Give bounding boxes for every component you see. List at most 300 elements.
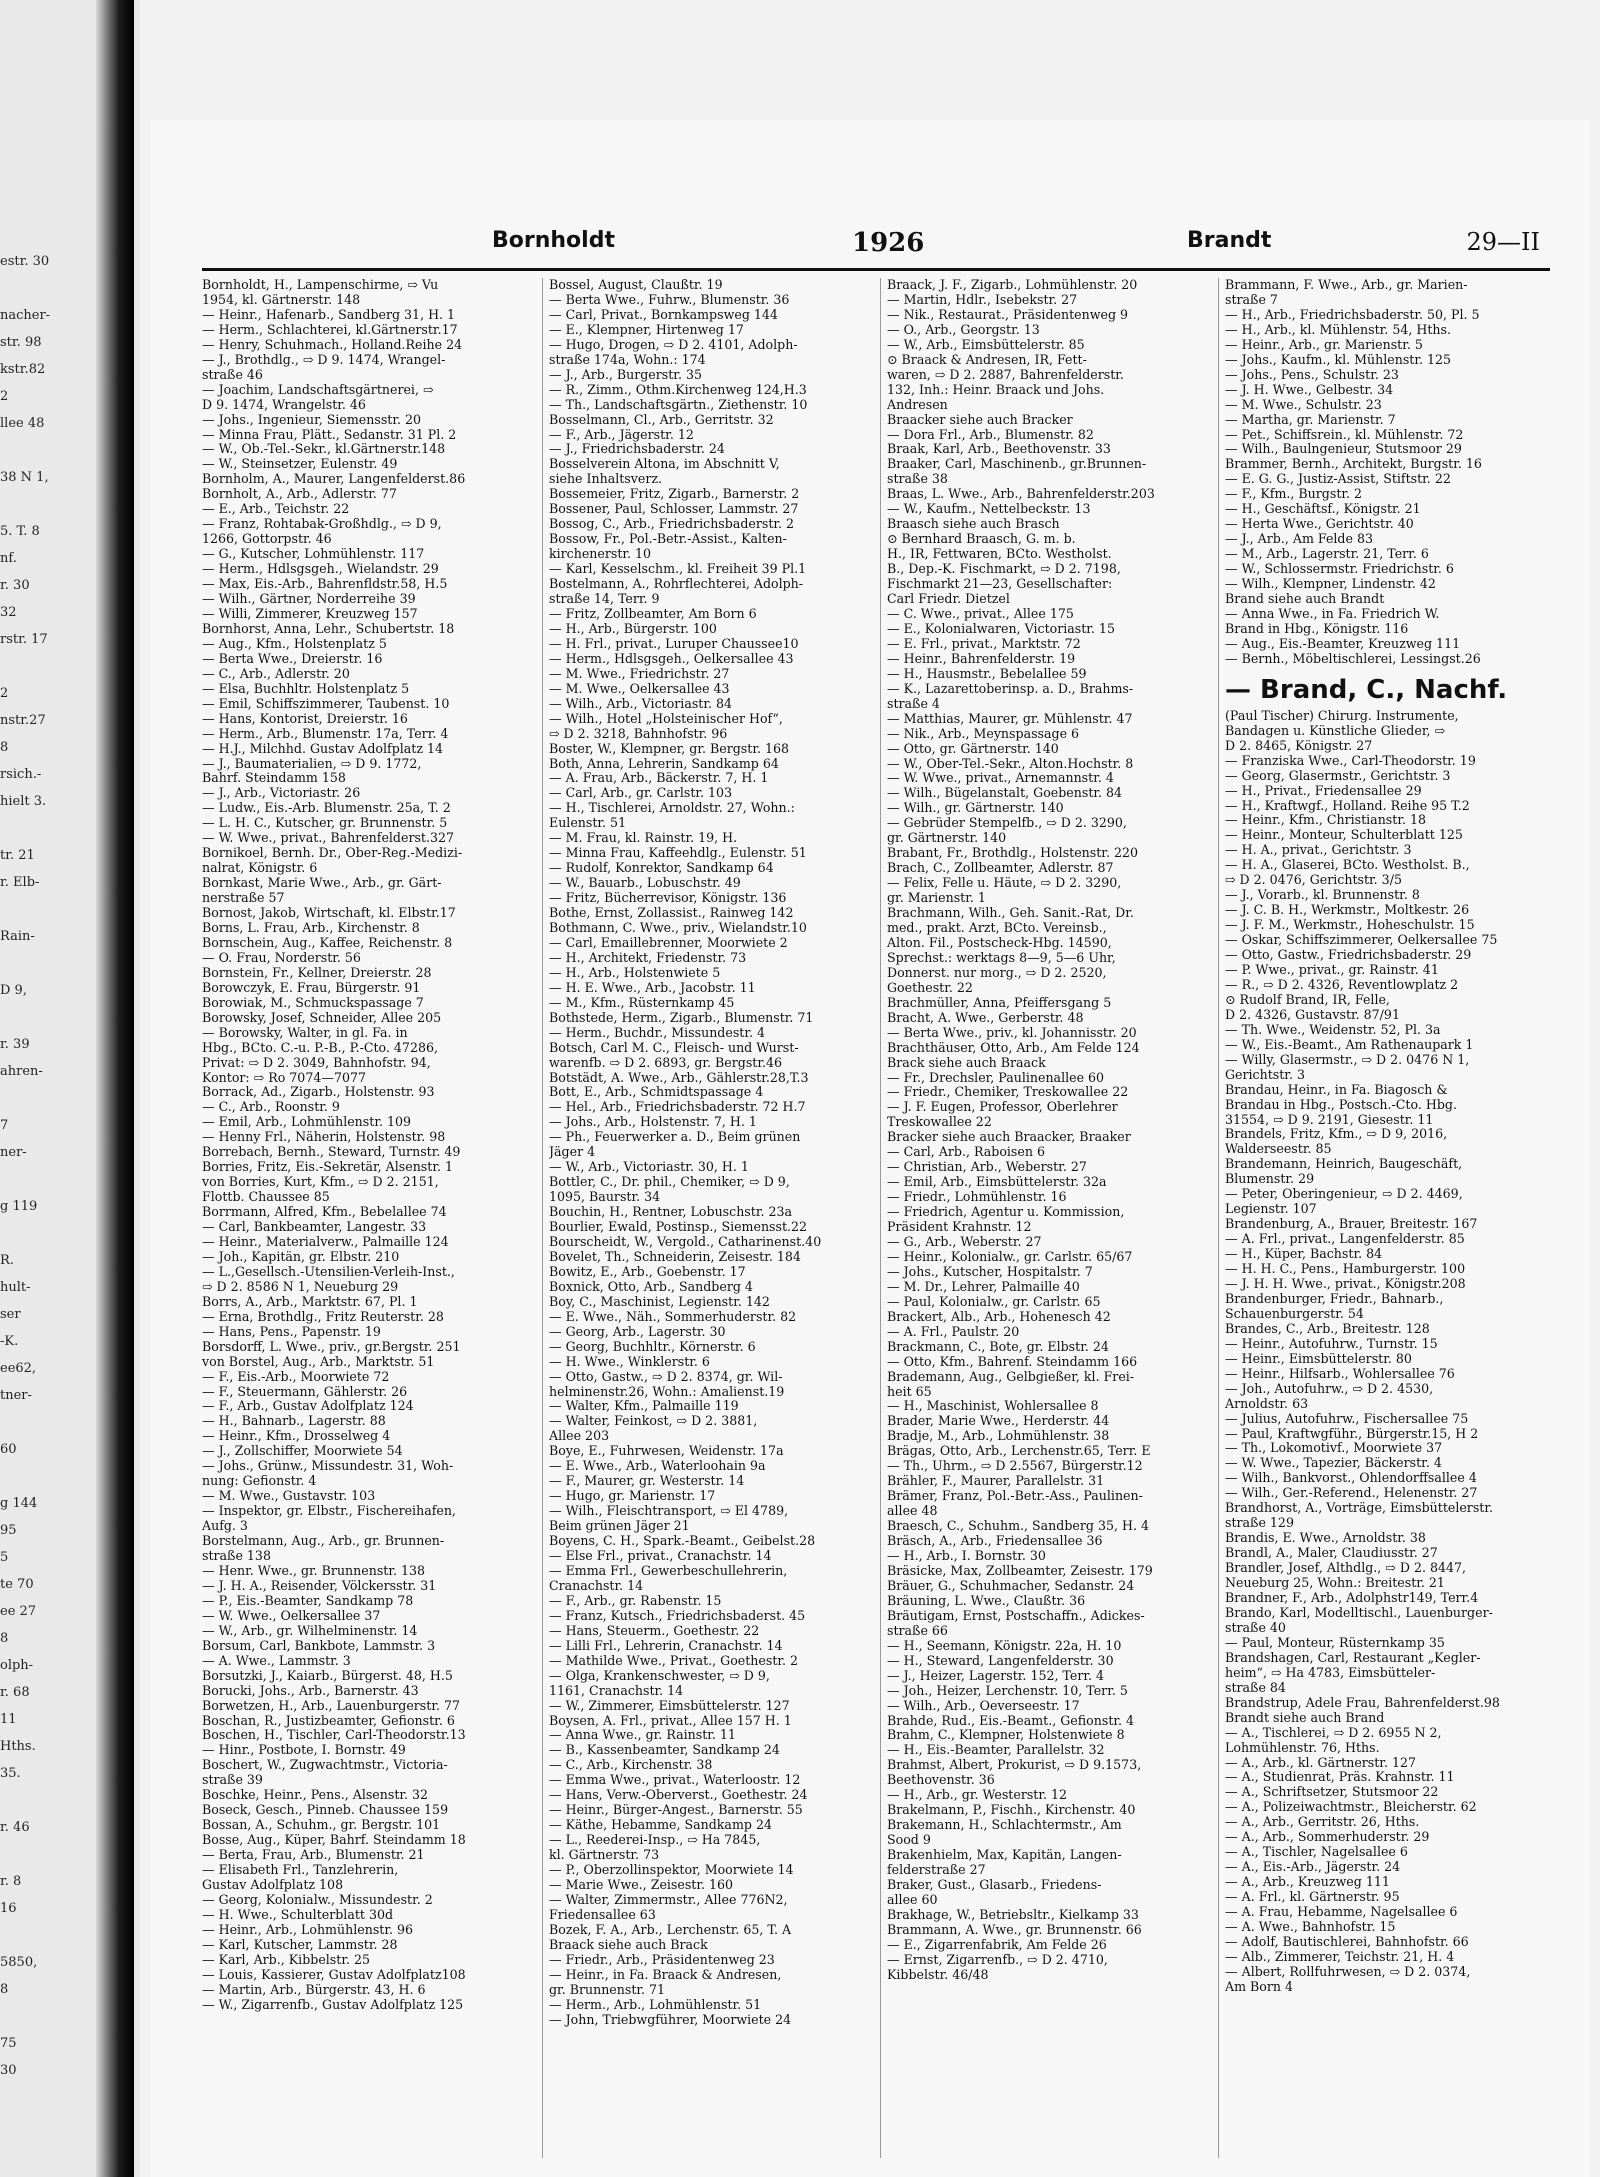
directory-entry: — Heinr., Arb., gr. Marienstr. 5 <box>1225 337 1423 352</box>
gutter-line <box>0 1463 60 1490</box>
directory-entry: Bossow, Fr., Pol.-Betr.-Assist., Kalten- <box>549 532 787 547</box>
directory-entry: — Borowsky, Walter, in gl. Fa. in <box>202 1025 408 1040</box>
directory-entry: — H., Architekt, Friedenstr. 73 <box>549 950 747 965</box>
directory-entry: — M., Kfm., Rüsternkamp 45 <box>549 995 735 1010</box>
directory-entry: Bornholdt, H., Lampenschirme, ⇨ Vu <box>202 278 439 292</box>
gutter-line: te 70 <box>0 1577 34 1592</box>
directory-entry: Braak, Karl, Arb., Beethovenstr. 33 <box>887 442 1111 457</box>
directory-entry: felderstraße 27 <box>887 1863 986 1878</box>
directory-entry: allee 60 <box>887 1892 938 1907</box>
gutter-line: kstr.82 <box>0 362 46 377</box>
directory-entry: — F., Arb., Gustav Adolfplatz 124 <box>202 1399 414 1414</box>
directory-entry: Kontor: ⇨ Ro 7074—7077 <box>202 1070 366 1085</box>
directory-entry: Braack, J. F., Zigarb., Lohmühlenstr. 20 <box>887 278 1138 292</box>
gutter-line <box>0 815 60 842</box>
directory-entry: straße 38 <box>887 472 948 487</box>
directory-entry: Brahmst, Albert, Prokurist, ⇨ D 9.1573, <box>887 1758 1142 1773</box>
gutter-line: r. 8 <box>0 1874 22 1889</box>
directory-entry: — Joh., Autofuhrw., ⇨ D 2. 4530, <box>1225 1381 1434 1396</box>
directory-entry: — M. Frau, kl. Rainstr. 19, H. <box>549 831 738 846</box>
directory-entry: Bozek, F. A., Arb., Lerchenstr. 65, T. A <box>549 1922 792 1937</box>
directory-entry: — J., Arb., Am Felde 83 <box>1225 532 1373 547</box>
directory-entry: Brandenburger, Friedr., Bahnarb., <box>1225 1291 1444 1306</box>
directory-entry: — Johs., Ingenieur, Siemensstr. 20 <box>202 412 422 427</box>
directory-entry: Bräuer, G., Schuhmacher, Sedanstr. 24 <box>887 1578 1135 1593</box>
directory-entry: — Heinr., Arb., Lohmühlenstr. 96 <box>202 1922 414 1937</box>
directory-entry: Schauenburgerstr. 54 <box>1225 1306 1364 1321</box>
directory-entry: med., prakt. Arzt, BCto. Vereinsb., <box>887 920 1107 935</box>
header-left-keyword: Bornholdt <box>492 228 615 253</box>
directory-entry: — W., Steinsetzer, Eulenstr. 49 <box>202 457 398 472</box>
directory-entry: — Emil, Arb., Eimsbüttelerstr. 32a <box>887 1175 1107 1190</box>
directory-entry: Flottb. Chaussee 85 <box>202 1190 330 1205</box>
directory-entry: Bornschein, Aug., Kaffee, Reichenstr. 8 <box>202 935 453 950</box>
directory-entry: gr. Brunnenstr. 71 <box>549 1982 666 1997</box>
column-4 <box>1218 278 1555 2158</box>
directory-entry: Eulenstr. 51 <box>549 816 627 831</box>
directory-entry: Borsdorff, L. Wwe., priv., gr.Bergstr. 251 <box>202 1339 461 1354</box>
directory-entry: — A. Frl., privat., Langenfelderstr. 85 <box>1225 1232 1465 1247</box>
directory-entry: — L. H. C., Kutscher, gr. Brunnenstr. 5 <box>202 816 448 831</box>
gutter-line: ee62, <box>0 1361 37 1376</box>
directory-entry: — H., Maschinist, Wohlersallee 8 <box>887 1399 1099 1414</box>
directory-entry: — Henry, Schuhmach., Holland.Reihe 24 <box>202 337 463 352</box>
gutter-text <box>0 248 60 2084</box>
directory-entry: — H., Seemann, Königstr. 22a, H. 10 <box>887 1638 1122 1653</box>
gutter-line: nf. <box>0 551 17 566</box>
directory-entry: heit 65 <box>887 1384 932 1399</box>
directory-entry: — B., Kassenbeamter, Sandkamp 24 <box>549 1743 780 1758</box>
directory-entry: — Herm., Arb., Lohmühlenstr. 51 <box>549 1997 762 2012</box>
directory-entry: straße 39 <box>202 1773 263 1788</box>
directory-entry: — Ludw., Eis.-Arb. Blumenstr. 25a, T. 2 <box>202 801 451 816</box>
directory-entry: — Otto, Kfm., Bahrenf. Steindamm 166 <box>887 1354 1138 1369</box>
directory-entry: Bowitz, E., Arb., Goebenstr. 17 <box>549 1264 746 1279</box>
directory-entry: — Oskar, Schiffszimmerer, Oelkersallee 75 <box>1225 933 1498 948</box>
directory-entry: — Hinr., Postbote, I. Bornstr. 49 <box>202 1743 406 1758</box>
directory-entry: — H., Arb., Friedrichsbaderstr. 50, Pl. 5 <box>1225 307 1480 322</box>
directory-entry: — Emil, Arb., Lohmühlenstr. 109 <box>202 1115 411 1130</box>
directory-entry: — E., Klempner, Hirtenweg 17 <box>549 322 744 337</box>
gutter-line: ser <box>0 1307 21 1322</box>
directory-entry: — Wilh., Arb., Victoriastr. 84 <box>549 696 733 711</box>
directory-entry: Brack siehe auch Braack <box>887 1055 1046 1070</box>
directory-entry: — Pet., Schiffsrein., kl. Mühlenstr. 72 <box>1225 427 1464 442</box>
directory-entry: Bracker siehe auch Braacker, Braaker <box>887 1130 1131 1145</box>
directory-entry: Both, Anna, Lehrerin, Sandkamp 64 <box>549 756 779 771</box>
directory-entry: Brämer, Franz, Pol.-Betr.-Ass., Paulinen- <box>887 1489 1143 1504</box>
gutter-line: Rain- <box>0 929 35 944</box>
directory-entry: — Carl, Arb., gr. Carlstr. 103 <box>549 786 733 801</box>
directory-entry: — H. Wwe., Schulterblatt 30d <box>202 1907 394 1922</box>
directory-entry: Borwetzen, H., Arb., Lauenburgerstr. 77 <box>202 1698 460 1713</box>
directory-entry: — O. Frau, Norderstr. 56 <box>202 950 361 965</box>
directory-entry: Bornhorst, Anna, Lehr., Schubertstr. 18 <box>202 621 455 636</box>
page-number: 29—II <box>1466 228 1540 256</box>
directory-entry: — A. Frau, Arb., Bäckerstr. 7, H. 1 <box>549 771 769 786</box>
directory-entry: — Wilh., Baulngenieur, Stutsmoor 29 <box>1225 442 1462 457</box>
gutter-line: 60 <box>0 1442 17 1457</box>
gutter-line: 2 <box>0 686 9 701</box>
directory-entry: — W. Wwe., Tapezier, Bäckerstr. 4 <box>1225 1456 1442 1471</box>
directory-entry: — A., Arb., Gerritstr. 26, Hths. <box>1225 1815 1420 1830</box>
directory-entry: Sprechst.: werktags 8—9, 5—6 Uhr, <box>887 950 1116 965</box>
directory-entry: — Willi, Zimmerer, Kreuzweg 157 <box>202 606 418 621</box>
directory-entry: Brandis, E. Wwe., Arnoldstr. 38 <box>1225 1531 1426 1546</box>
directory-entry: — L., Reederei-Insp., ⇨ Ha 7845, <box>549 1833 761 1848</box>
directory-entry: — A. Wwe., Bahnhofstr. 15 <box>1225 1919 1396 1934</box>
directory-entry: Boschen, H., Tischler, Carl-Theodorstr.13 <box>202 1728 466 1743</box>
gutter-line <box>0 1085 60 1112</box>
directory-entry: — Johs., Pens., Schulstr. 23 <box>1225 367 1399 382</box>
directory-entry: Borsum, Carl, Bankbote, Lammstr. 3 <box>202 1638 436 1653</box>
directory-entry: — Ph., Feuerwerker a. D., Beim grünen <box>549 1130 801 1145</box>
directory-entry: — Erna, Brothdlg., Fritz Reuterstr. 28 <box>202 1309 444 1324</box>
directory-entry: Bradje, M., Arb., Lohmühlenstr. 38 <box>887 1429 1110 1444</box>
directory-entry: Brando, Karl, Modelltischl., Lauenburger- <box>1225 1605 1493 1620</box>
directory-entry: Brandels, Fritz, Kfm., ⇨ D 9, 2016, <box>1225 1127 1448 1142</box>
directory-entry: — Emil, Schiffszimmerer, Taubenst. 10 <box>202 696 450 711</box>
column-1 <box>202 278 532 2158</box>
gutter-line: 8 <box>0 1631 9 1646</box>
directory-entry: — Heinr., in Fa. Braack & Andresen, <box>549 1967 782 1982</box>
directory-entry: Brackert, Alb., Arb., Hohenesch 42 <box>887 1309 1111 1324</box>
directory-entry: — A., Polizeiwachtmstr., Bleicherstr. 62 <box>1225 1800 1477 1815</box>
directory-entry: Goethestr. 22 <box>887 980 973 995</box>
directory-entry: Borsutzki, J., Kaiarb., Bürgerst. 48, H.5 <box>202 1668 453 1683</box>
directory-entry: — Berta Wwe., priv., kl. Johannisstr. 20 <box>887 1025 1137 1040</box>
header-year: 1926 <box>852 228 925 258</box>
directory-entry: — Herm., Arb., Blumenstr. 17a, Terr. 4 <box>202 726 449 741</box>
directory-entry: Borowczyk, E. Frau, Bürgerstr. 91 <box>202 980 421 995</box>
directory-entry: — Heinr., Bahrenfelderstr. 19 <box>887 651 1076 666</box>
directory-entry: — Otto, Gastw., ⇨ D 2. 8374, gr. Wil- <box>549 1369 783 1384</box>
directory-entry: — Wilh., Gärtner, Norderreihe 39 <box>202 592 416 607</box>
directory-entry: — W., Ober-Tel.-Sekr., Alton.Hochstr. 8 <box>887 756 1134 771</box>
directory-entry: — Walter, Kfm., Palmaille 119 <box>549 1399 739 1414</box>
directory-entry: — F., Steuermann, Gählerstr. 26 <box>202 1384 408 1399</box>
directory-entry: — A., Arb., kl. Gärtnerstr. 127 <box>1225 1755 1416 1770</box>
directory-entry: Privat: ⇨ D 2. 3049, Bahnhofstr. 94, <box>202 1055 431 1070</box>
column-3 <box>880 278 1217 2158</box>
directory-entry: Bräuning, L. Wwe., Claußtr. 36 <box>887 1593 1086 1608</box>
directory-entry: — H., Arb., I. Bornstr. 30 <box>887 1549 1046 1564</box>
gutter-line: r. Elb- <box>0 875 40 890</box>
directory-entry: — Heinr., Autofuhrw., Turnstr. 15 <box>1225 1336 1438 1351</box>
directory-entry: — M. Wwe., Schulstr. 23 <box>1225 397 1382 412</box>
directory-entry: — Karl, Arb., Kibbelstr. 25 <box>202 1952 370 1967</box>
directory-entry: Bracht, A. Wwe., Gerberstr. 48 <box>887 1010 1084 1025</box>
directory-entry: — W., Arb., gr. Wilhelminenstr. 14 <box>202 1623 418 1638</box>
gutter-line: 75 <box>0 2036 17 2051</box>
directory-entry: — Karl, Kutscher, Lammstr. 28 <box>202 1937 398 1952</box>
directory-entry: — Nik., Restaurat., Präsidentenweg 9 <box>887 307 1129 322</box>
directory-entry: warenfb. ⇨ D 2. 6893, gr. Bergstr.46 <box>549 1055 783 1070</box>
directory-entry: straße 138 <box>202 1549 271 1564</box>
directory-entry: straße 46 <box>202 367 263 382</box>
directory-entry: Bouchin, H., Rentner, Lobuschstr. 23a <box>549 1205 793 1220</box>
directory-entry: — Elisabeth Frl., Tanzlehrerin, <box>202 1863 399 1878</box>
directory-entry: 132, Inh.: Heinr. Braack und Johs. <box>887 382 1105 397</box>
directory-entry: Bornholm, A., Maurer, Langenfelderst.86 <box>202 472 466 487</box>
directory-entry: — Herm., Hdlsgsgeh., Oelkersallee 43 <box>549 651 794 666</box>
directory-entry: — Martha, gr. Marienstr. 7 <box>1225 412 1396 427</box>
directory-entry: Brahde, Rud., Eis.-Beamt., Gefionstr. 4 <box>887 1713 1135 1728</box>
directory-entry: — A., Arb., Kreuzweg 111 <box>1225 1875 1390 1890</box>
directory-page <box>150 120 1590 2177</box>
directory-entry: Borrebach, Bernh., Steward, Turnstr. 49 <box>202 1145 461 1160</box>
directory-entry: — H., Tischlerei, Arnoldstr. 27, Wohn.: <box>549 801 795 816</box>
directory-entry: Bossel, August, Claußtr. 19 <box>549 278 723 292</box>
directory-entry: — Wilh., Klempner, Lindenstr. 42 <box>1225 577 1436 592</box>
directory-entry: — W., Kaufm., Nettelbeckstr. 13 <box>887 502 1091 517</box>
gutter-line <box>0 2003 60 2030</box>
gutter-line: hielt 3. <box>0 794 47 809</box>
directory-entry: helminenstr.26, Wohn.: Amalienst.19 <box>549 1384 785 1399</box>
gutter-line: g 144 <box>0 1496 38 1511</box>
directory-entry: (Paul Tischer) Chirurg. Instrumente, <box>1225 708 1459 723</box>
directory-entry: ⇨ D 2. 8586 N 1, Neueburg 29 <box>202 1279 399 1294</box>
directory-entry: Brandshagen, Carl, Restaurant „Kegler- <box>1225 1650 1481 1665</box>
directory-entry: — Franz, Kutsch., Friedrichsbaderst. 45 <box>549 1608 806 1623</box>
directory-entry: Fischmarkt 21—23, Gesellschafter: <box>887 577 1113 592</box>
gutter-line: hult- <box>0 1280 31 1295</box>
directory-entry: — Fritz, Zollbeamter, Am Born 6 <box>549 606 757 621</box>
directory-entry: Präsident Krahnstr. 12 <box>887 1220 1032 1235</box>
gutter-line: 5 <box>0 1550 9 1565</box>
directory-entry: — Herm., Schlachterei, kl.Gärtnerstr.17 <box>202 322 458 337</box>
directory-entry: — Henny Frl., Näherin, Holstenstr. 98 <box>202 1130 446 1145</box>
directory-entry: — G., Kutscher, Lohmühlenstr. 117 <box>202 547 425 562</box>
directory-entry: — Wilh., Arb., Oeverseestr. 17 <box>887 1698 1080 1713</box>
directory-entry: 1161, Cranachstr. 14 <box>549 1683 684 1698</box>
directory-entry: — Max, Eis.-Arb., Bahrenfldstr.58, H.5 <box>202 577 448 592</box>
directory-entry: — Heinr., Bürger-Angest., Barnerstr. 55 <box>549 1803 803 1818</box>
directory-entry: — J. F. Eugen, Professor, Oberlehrer <box>887 1100 1118 1115</box>
directory-entry: — K., Lazarettoberinsp. a. D., Brahms- <box>887 681 1134 696</box>
directory-entry: Gerichtstr. 3 <box>1225 1067 1305 1082</box>
gutter-line <box>0 275 60 302</box>
directory-entry: Braesch, C., Schuhm., Sandberg 35, H. 4 <box>887 1519 1149 1534</box>
directory-entry: Botsch, Carl M. C., Fleisch- und Wurst- <box>549 1040 799 1055</box>
gutter-line: rstr. 17 <box>0 632 48 647</box>
directory-entry: — J. C. B. H., Werkmstr., Moltkestr. 26 <box>1225 903 1470 918</box>
directory-entry: straße 4 <box>887 696 940 711</box>
directory-entry: Bostelmann, A., Rohrflechterei, Adolph- <box>549 577 804 592</box>
directory-entry: — Carl, Arb., Raboisen 6 <box>887 1145 1045 1160</box>
directory-entry: — Paul, Monteur, Rüsternkamp 35 <box>1225 1635 1445 1650</box>
gutter-line: 8 <box>0 740 9 755</box>
directory-entry: — Albert, Rollfuhrwesen, ⇨ D 2. 0374, <box>1225 1964 1471 1979</box>
gutter-line: tner- <box>0 1388 32 1403</box>
directory-entry: — Herm., Buchdr., Missundestr. 4 <box>549 1025 766 1040</box>
gutter-line: Hths. <box>0 1739 36 1754</box>
directory-entry: — Franziska Wwe., Carl-Theodorstr. 19 <box>1225 753 1476 768</box>
directory-entry: Borucki, Johs., Arb., Barnerstr. 43 <box>202 1683 419 1698</box>
directory-entry: von Borstel, Aug., Arb., Marktstr. 51 <box>202 1354 435 1369</box>
directory-entry: — Mathilde Wwe., Privat., Goethestr. 2 <box>549 1653 799 1668</box>
directory-entry: — Louis, Kassierer, Gustav Adolfplatz108 <box>202 1967 466 1982</box>
directory-entry: — A. Wwe., Lammstr. 3 <box>202 1653 351 1668</box>
directory-entry: Treskowallee 22 <box>887 1115 992 1130</box>
directory-entry: kl. Gärtnerstr. 73 <box>549 1848 660 1863</box>
previous-page-gutter <box>0 0 140 2177</box>
directory-entry: — Peter, Oberingenieur, ⇨ D 2. 4469, <box>1225 1187 1463 1202</box>
directory-entry: — E. Frl., privat., Marktstr. 72 <box>887 636 1081 651</box>
gutter-line: g 119 <box>0 1199 38 1214</box>
directory-entry: — Carl, Bankbeamter, Langestr. 33 <box>202 1220 427 1235</box>
directory-entry: Brakemann, H., Schlachtermstr., Am <box>887 1818 1122 1833</box>
directory-entry: 31554, ⇨ D 9. 2191, Giesestr. 11 <box>1225 1112 1434 1127</box>
directory-entry: — H., Geschäftsf., Königstr. 21 <box>1225 502 1421 517</box>
directory-entry: Bandagen u. Künstliche Glieder, ⇨ <box>1225 723 1446 738</box>
directory-entry: Braker, Gust., Glasarb., Friedens- <box>887 1877 1102 1892</box>
directory-entry: — Friedr., Lohmühlenstr. 16 <box>887 1190 1067 1205</box>
directory-entry: — H., Bahnarb., Lagerstr. 88 <box>202 1414 386 1429</box>
directory-entry: — H., Kraftwgf., Holland. Reihe 95 T.2 <box>1225 798 1470 813</box>
directory-entry: — A., Arb., Sommerhuderstr. 29 <box>1225 1830 1430 1845</box>
directory-entry: — Franz, Rohtabak-Großhdlg., ⇨ D 9, <box>202 517 442 532</box>
directory-entry: — Aug., Eis.-Beamter, Kreuzweg 111 <box>1225 636 1461 651</box>
directory-entry: — Marie Wwe., Zeisestr. 160 <box>549 1877 734 1892</box>
directory-entry: Brandau, Heinr., in Fa. Biagosch & <box>1225 1082 1448 1097</box>
gutter-line <box>0 896 60 923</box>
directory-entry: — W., Bauarb., Lobuschstr. 49 <box>549 876 741 891</box>
directory-entry: Brandt siehe auch Brand <box>1225 1710 1385 1725</box>
directory-entry: ⇨ D 2. 0476, Gerichtstr. 3/5 <box>1225 873 1402 888</box>
gutter-line: nacher- <box>0 308 51 323</box>
gutter-line: ahren- <box>0 1064 43 1079</box>
directory-entry: Braas, L. Wwe., Arb., Bahrenfelderstr.203 <box>887 487 1155 502</box>
directory-entry: — M. Wwe., Oelkersallee 43 <box>549 681 730 696</box>
directory-entry: — W., Zigarrenfb., Gustav Adolfplatz 125 <box>202 1997 464 2012</box>
gutter-line: 2 <box>0 389 9 404</box>
directory-entry: gr. Gärtnerstr. 140 <box>887 831 1007 846</box>
directory-entry: Brandhorst, A., Vorträge, Eimsbüttelerstr. <box>1225 1501 1493 1516</box>
directory-entry: 1266, Gottorpstr. 46 <box>202 532 332 547</box>
directory-entry: Boseck, Gesch., Pinneb. Chaussee 159 <box>202 1803 449 1818</box>
directory-entry: — J., Arb., Victoriastr. 26 <box>202 786 361 801</box>
gutter-line: 32 <box>0 605 17 620</box>
directory-entry: — Minna Frau, Plätt., Sedanstr. 31 Pl. 2 <box>202 427 457 442</box>
directory-entry: nalrat, Königstr. 6 <box>202 861 318 876</box>
gutter-line: R. <box>0 1253 14 1268</box>
directory-entry: — F., Kfm., Burgstr. 2 <box>1225 487 1363 502</box>
directory-entry: Bräsch, A., Arb., Friedensallee 36 <box>887 1534 1103 1549</box>
directory-entry: — Lilli Frl., Lehrerin, Cranachstr. 14 <box>549 1638 783 1653</box>
directory-entry: — Nik., Arb., Meynspassage 6 <box>887 726 1080 741</box>
directory-entry: — E., Kolonialwaren, Victoriastr. 15 <box>887 621 1115 636</box>
directory-entry: — Heinr., Hafenarb., Sandberg 31, H. 1 <box>202 307 456 322</box>
directory-entry: — Alb., Zimmerer, Teichstr. 21, H. 4 <box>1225 1949 1455 1964</box>
directory-entry: — Gebrüder Stempelfb., ⇨ D 2. 3290, <box>887 816 1127 831</box>
gutter-line: 30 <box>0 2063 17 2078</box>
gutter-line: D 9, <box>0 983 27 998</box>
gutter-line: str. 98 <box>0 335 42 350</box>
directory-entry: Neueburg 25, Wohn.: Breitestr. 21 <box>1225 1576 1445 1591</box>
directory-entry: — H. Frl., privat., Luruper Chaussee10 <box>549 636 799 651</box>
directory-entry: Bornikoel, Bernh. Dr., Ober-Reg.-Medizi- <box>202 846 463 861</box>
gutter-line: 5850, <box>0 1955 38 1970</box>
directory-entry: — E., Zigarrenfabrik, Am Felde 26 <box>887 1937 1107 1952</box>
directory-entry: Borrack, Ad., Zigarb., Holstenstr. 93 <box>202 1085 435 1100</box>
directory-entry: H., IR, Fettwaren, BCto. Westholst. <box>887 547 1112 562</box>
directory-entry: — Inspektor, gr. Elbstr., Fischereihafen, <box>202 1504 456 1519</box>
directory-entry: — H., Steward, Langenfelderstr. 30 <box>887 1653 1114 1668</box>
directory-entry: — Friedr., Arb., Präsidentenweg 23 <box>549 1952 775 1967</box>
directory-entry: Borrmann, Alfred, Kfm., Bebelallee 74 <box>202 1205 447 1220</box>
directory-entry: waren, ⇨ D 2. 2887, Bahrenfelderstr. <box>887 367 1124 382</box>
page-fold-shadow <box>96 0 134 2177</box>
directory-entry: Bothstede, Herm., Zigarb., Blumenstr. 71 <box>549 1010 814 1025</box>
gutter-line: 38 N 1, <box>0 470 49 485</box>
directory-entry: D 2. 4326, Gustavstr. 87/91 <box>1225 1007 1400 1022</box>
directory-entry: — Heinr., Kfm., Drosselweg 4 <box>202 1429 391 1444</box>
directory-entry: — Julius, Autofuhrw., Fischersallee 75 <box>1225 1411 1469 1426</box>
gutter-line: -K. <box>0 1334 19 1349</box>
directory-entry: — Carl, Privat., Bornkampsweg 144 <box>549 307 778 322</box>
directory-entry: Boschert, W., Zugwachtmstr., Victoria- <box>202 1758 448 1773</box>
directory-entry: — Heinr., Kfm., Christianstr. 18 <box>1225 813 1426 828</box>
directory-entry: straße 129 <box>1225 1516 1294 1531</box>
directory-entry: — Walter, Feinkost, ⇨ D 2. 3881, <box>549 1414 758 1429</box>
directory-entry: — Herta Wwe., Gerichtstr. 40 <box>1225 517 1414 532</box>
directory-entry: Am Born 4 <box>1225 1979 1294 1994</box>
directory-entry: — H. H. C., Pens., Hamburgerstr. 100 <box>1225 1262 1466 1277</box>
directory-entry: — Hans, Kontorist, Dreierstr. 16 <box>202 711 408 726</box>
directory-entry: — H. Wwe., Winklerstr. 6 <box>549 1354 710 1369</box>
directory-entry: — A., Schriftsetzer, Stutsmoor 22 <box>1225 1785 1439 1800</box>
directory-entry: — A., Studienrat, Präs. Krahnstr. 11 <box>1225 1770 1455 1785</box>
directory-entry: — P., Oberzollinspektor, Moorwiete 14 <box>549 1863 794 1878</box>
directory-entry: Brandl, A., Maler, Claudiusstr. 27 <box>1225 1546 1438 1561</box>
directory-entry: Brägas, Otto, Arb., Lerchenstr.65, Terr. E <box>887 1444 1151 1459</box>
directory-entry: — Käthe, Hebamme, Sandkamp 24 <box>549 1818 772 1833</box>
directory-entry: — Heinr., Hilfsarb., Wohlersallee 76 <box>1225 1366 1455 1381</box>
gutter-line: r. 68 <box>0 1685 30 1700</box>
directory-entry: — Martin, Arb., Bürgerstr. 43, H. 6 <box>202 1982 426 1997</box>
directory-entry: — Aug., Kfm., Holstenplatz 5 <box>202 636 387 651</box>
directory-entry: — H., Arb., Bürgerstr. 100 <box>549 621 717 636</box>
directory-entry: — J., Baumaterialien, ⇨ D 9. 1772, <box>202 756 422 771</box>
directory-entry: — A. Frau, Hebamme, Nagelsallee 6 <box>1225 1905 1458 1920</box>
directory-entry: — Anna Wwe., in Fa. Friedrich W. <box>1225 606 1440 621</box>
directory-entry: Borries, Fritz, Eis.-Sekretär, Alsenstr. 1 <box>202 1160 453 1175</box>
directory-entry: Bräsicke, Max, Zollbeamter, Zeisestr. 179 <box>887 1563 1153 1578</box>
header-right-keyword: Brandt <box>1187 228 1272 253</box>
directory-entry: Legienstr. 107 <box>1225 1202 1317 1217</box>
directory-entry: — Paul, Kraftwgführ., Bürgerstr.15, H 2 <box>1225 1426 1479 1441</box>
directory-entry: Alton. Fil., Postscheck-Hbg. 14590, <box>887 935 1112 950</box>
directory-entry: Borrs, A., Arb., Marktstr. 67, Pl. 1 <box>202 1294 418 1309</box>
directory-entry: — Hugo, gr. Marienstr. 17 <box>549 1489 716 1504</box>
directory-entry: — H., Arb., gr. Westerstr. 12 <box>887 1788 1068 1803</box>
directory-entry: Boy, C., Maschinist, Legienstr. 142 <box>549 1294 770 1309</box>
directory-entry: — Wilh., Ger.-Referend., Helenenstr. 27 <box>1225 1486 1478 1501</box>
directory-entry: — Karl, Kesselschm., kl. Freiheit 39 Pl.1 <box>549 562 807 577</box>
directory-entry: straße 84 <box>1225 1680 1286 1695</box>
directory-entry: — Else Frl., privat., Cranachstr. 14 <box>549 1549 772 1564</box>
directory-entry: Brandes, C., Arb., Breitestr. 128 <box>1225 1321 1430 1336</box>
directory-entry: Bott, E., Arb., Schmidtspassage 4 <box>549 1085 764 1100</box>
directory-entry: Brahm, C., Klempner, Holstenwiete 8 <box>887 1728 1125 1743</box>
directory-entry: gr. Marienstr. 1 <box>887 891 986 906</box>
directory-entry: Beim grünen Jäger 21 <box>549 1519 690 1534</box>
directory-entry: — Wilh., Bügelanstalt, Goebenstr. 84 <box>887 786 1123 801</box>
directory-entry: Boysen, A. Frl., privat., Allee 157 H. 1 <box>549 1713 792 1728</box>
directory-entry: Brachthäuser, Otto, Arb., Am Felde 124 <box>887 1040 1140 1055</box>
directory-entry: ⊙ Braack & Andresen, IR, Fett- <box>887 352 1087 367</box>
